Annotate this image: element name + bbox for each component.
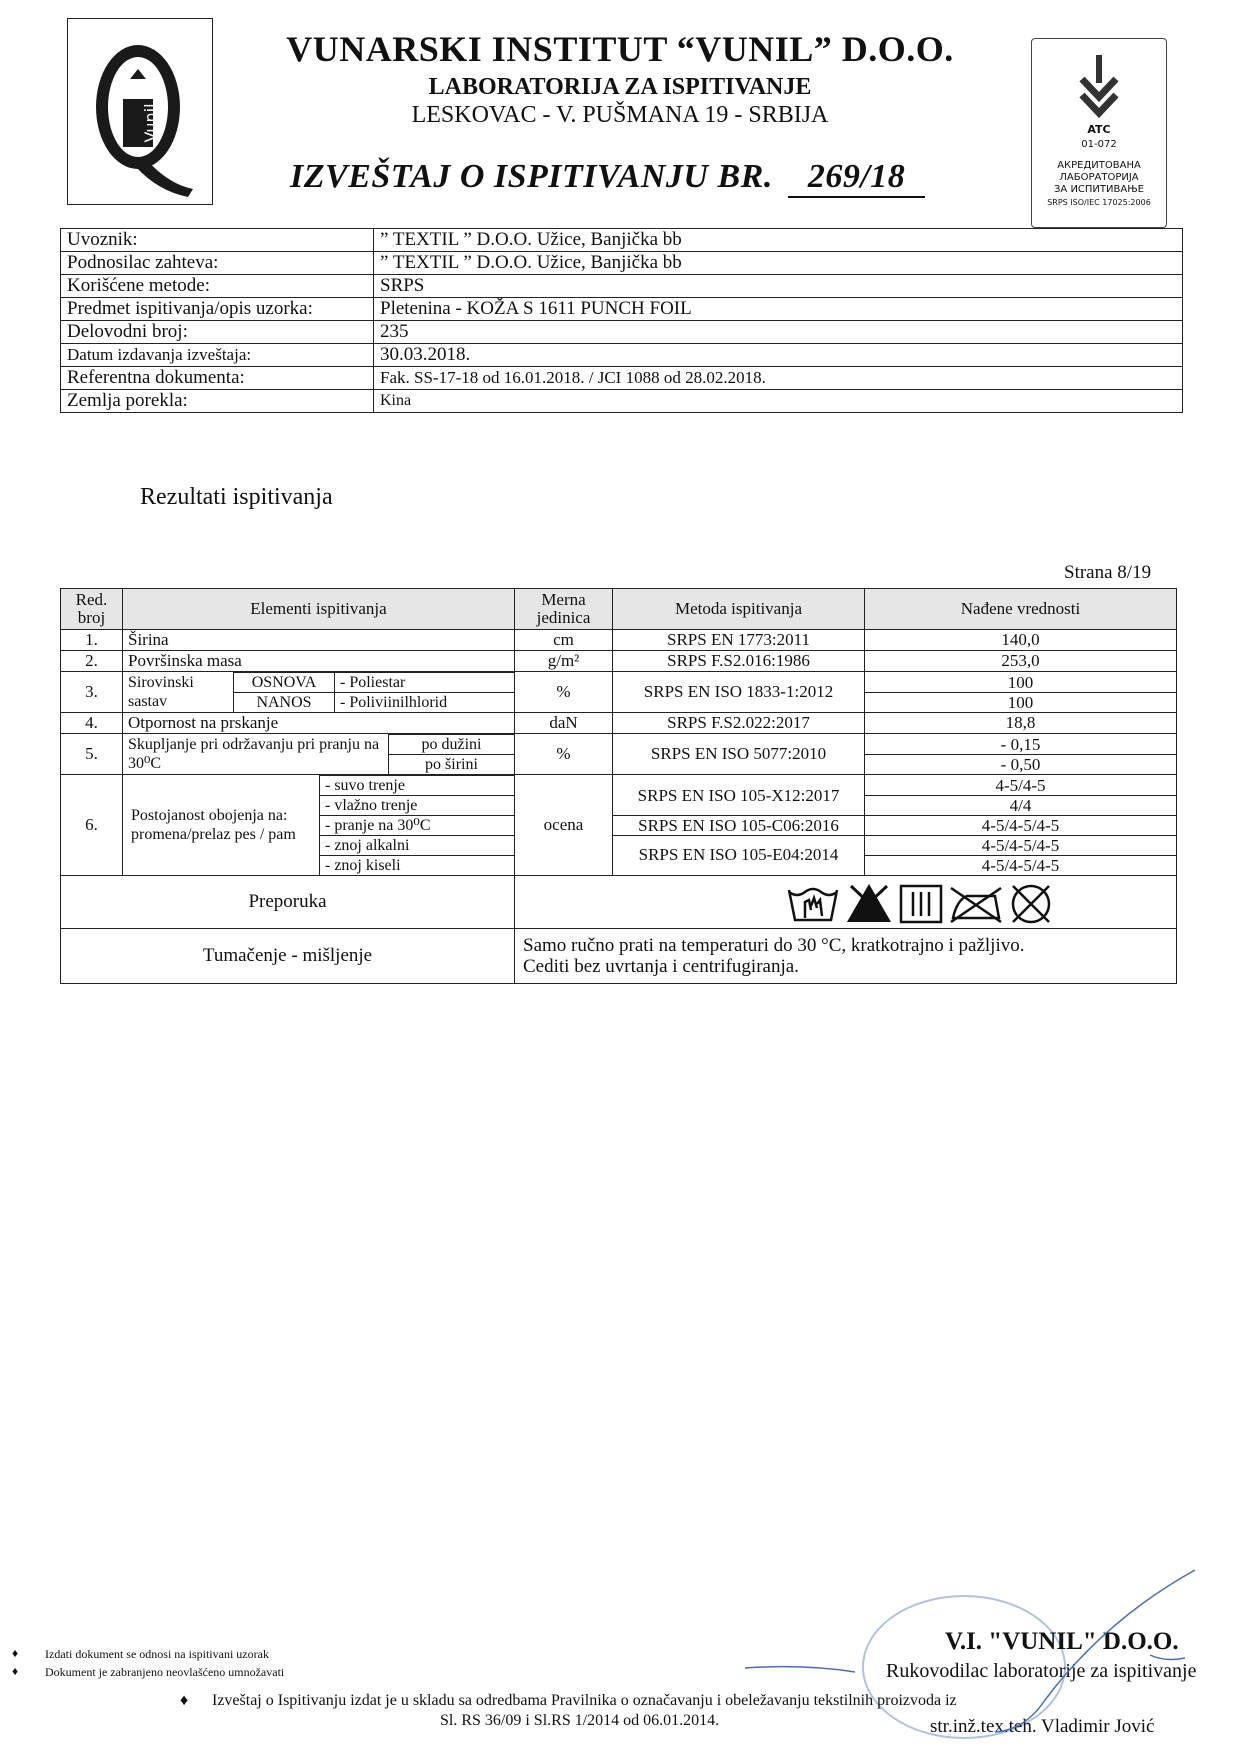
header-unit: Merna jedinica: [515, 589, 613, 630]
row-element: Širina: [123, 630, 515, 651]
row-no: 5.: [61, 734, 123, 775]
no-bleach-icon: [847, 884, 891, 922]
table-row: [61, 734, 1177, 775]
value-wash: 4-5/4-5/4-5: [865, 816, 1176, 836]
row-element: [123, 734, 515, 775]
row-no: 2.: [61, 651, 123, 672]
value-acid-sweat: 4-5/4-5/4-5: [981, 855, 1060, 875]
results-table: [60, 588, 1177, 984]
row-no: 4.: [61, 713, 123, 734]
composition-base: OSNOVA: [234, 673, 335, 693]
row-method: [613, 775, 865, 876]
row-unit: %: [515, 734, 613, 775]
accreditation-badge: [1031, 38, 1167, 228]
no-iron-icon: [951, 888, 1001, 922]
svg-text:Vunil: Vunil: [141, 103, 160, 143]
atc-label: ATC: [1087, 123, 1111, 136]
test-alkaline-sweat: - znoj alkalni: [320, 836, 515, 856]
info-label: Delovodni broj:: [61, 321, 374, 344]
row-unit: %: [515, 672, 613, 713]
info-label: Zemlja porekla:: [61, 390, 374, 413]
care-symbols-icon: [785, 880, 1085, 924]
info-row: [61, 275, 1183, 298]
footer-note-1: Izdati dokument se odnosi na ispitivani uzorak: [45, 1647, 269, 1661]
row-method: SRPS F.S2.016:1986: [613, 651, 865, 672]
method-sweat: SRPS EN ISO 105-E04:2014: [638, 844, 839, 864]
value-wet-rub: 4/4: [865, 796, 1176, 816]
info-row: [61, 252, 1183, 275]
institute-logo: [67, 18, 213, 205]
colorfastness-table: [123, 775, 514, 875]
info-label: Datum izdavanja izveštaja:: [61, 344, 374, 367]
section-title: Rezultati ispitivanja: [140, 484, 333, 510]
colorfastness-label: Postojanost obojenja na: promena/prelaz pes / pam: [123, 776, 320, 876]
opinion-row: [61, 929, 1177, 984]
info-row: [61, 367, 1183, 390]
institute-name: VUNARSKI INSTITUT “VUNIL” D.O.O.: [286, 29, 954, 69]
signature-company: V.I. "VUNIL" D.O.O.: [945, 1628, 1179, 1655]
opinion-line-2: Cediti bez uvrtanja i centrifugiranja.: [523, 956, 799, 977]
header-value: Nađene vrednosti: [865, 589, 1177, 630]
info-label: Referentna dokumenta:: [61, 367, 374, 390]
header-method: Metoda ispitivanja: [613, 589, 865, 630]
care-symbols: [515, 876, 1177, 929]
row-method: SRPS EN ISO 1833-1:2012: [613, 672, 865, 713]
q-logo-icon: [68, 19, 212, 204]
row-no: 3.: [61, 672, 123, 713]
row-value: [865, 775, 1177, 876]
table-row: [61, 630, 1177, 651]
method-rub: SRPS EN ISO 105-X12:2017: [613, 777, 864, 816]
shrinkage-label: Skupljanje pri održavanju pri pranju na 30⁰C: [123, 735, 389, 775]
row-value: 18,8: [865, 713, 1177, 734]
info-row: [61, 321, 1183, 344]
info-row: [61, 298, 1183, 321]
recommendation-label: Preporuka: [61, 876, 515, 929]
info-label: Predmet ispitivanja/opis uzorka:: [61, 298, 374, 321]
opinion-label: Tumačenje - mišljenje: [61, 929, 515, 984]
row-unit: daN: [515, 713, 613, 734]
header-element: Elementi ispitivanja: [123, 589, 515, 630]
value-length: - 0,15: [865, 735, 1176, 755]
info-label: Korišćene metode:: [61, 275, 374, 298]
info-value: Pletenina - KOŽA S 1611 PUNCH FOIL: [374, 298, 1183, 321]
table-row: [61, 651, 1177, 672]
row-value: [865, 672, 1177, 713]
row-element: Površinska masa: [123, 651, 515, 672]
row-unit: g/m²: [515, 651, 613, 672]
footer-note-3: Izveštaj o Ispitivanju izdat je u skladu sa odredbama Pravilnika o označavanju i obeležavanju tekstilnih proizvoda iz: [212, 1692, 957, 1709]
atc-number: 01-072: [1081, 139, 1117, 150]
report-title: [290, 158, 925, 198]
info-value: ” TEXTIL ” D.O.O. Užice, Banjička bb: [374, 252, 1183, 275]
lab-name: LABORATORIJA ZA ISPITIVANJE: [428, 74, 812, 100]
info-row: [61, 344, 1183, 367]
row-element: [123, 775, 515, 876]
value-width: - 0,50: [1000, 754, 1041, 774]
atc-logo-icon: [1076, 53, 1122, 119]
table-row: [61, 775, 1177, 876]
composition-table: [123, 672, 514, 712]
row-no: 6.: [61, 775, 123, 876]
row-method: SRPS EN 1773:2011: [613, 630, 865, 651]
info-value: SRPS: [374, 275, 1183, 298]
header-no: Red. broj: [61, 589, 123, 630]
bullet-icon: ♦: [180, 1692, 189, 1709]
test-wet-rub: - vlažno trenje: [320, 796, 515, 816]
hand-wash-icon: [789, 889, 837, 920]
shrinkage-length: po dužini: [389, 735, 515, 755]
atc-iso: SRPS ISO/IEC 17025:2006: [1047, 198, 1151, 207]
test-wash: - pranje na 30⁰C: [320, 816, 515, 836]
opinion-line-1: Samo ručno prati na temperaturi do 30 °C, kratkotrajno i pažljivo.: [523, 935, 1025, 956]
test-dry-rub: - suvo trenje: [320, 776, 515, 796]
value-base: 100: [865, 673, 1176, 693]
info-row: [61, 390, 1183, 413]
row-value: [865, 734, 1177, 775]
value-coating: 100: [1007, 692, 1034, 712]
shrinkage-table: [123, 734, 514, 774]
footer-note-4: Sl. RS 36/09 i Sl.RS 1/2014 od 06.01.2014.: [440, 1712, 720, 1729]
signature-name: str.inž.tex.teh. Vladimir Jović: [930, 1716, 1155, 1737]
row-value: 140,0: [865, 630, 1177, 651]
composition-label: Sirovinski sastav: [123, 673, 234, 713]
footer-note-2: Dokument je zabranjeno neovlašćeno umnožavati: [45, 1665, 285, 1679]
value-alkaline-sweat: 4-5/4-5/4-5: [865, 836, 1176, 856]
atc-line3: ЗА ИСПИТИВАЊЕ: [1054, 184, 1144, 195]
handwritten-signature: [745, 1560, 1205, 1740]
composition-coating-value: - Poliviinilhlorid: [335, 693, 515, 713]
method-wash: SRPS EN ISO 105-C06:2016: [613, 816, 864, 836]
bullet-icon: ♦: [12, 1646, 19, 1660]
info-label: Podnosilac zahteva:: [61, 252, 374, 275]
shrinkage-width: po širini: [389, 755, 515, 775]
row-value: 253,0: [865, 651, 1177, 672]
row-element: [123, 672, 515, 713]
no-dry-clean-icon: [1013, 886, 1049, 922]
info-label: Uvoznik:: [61, 229, 374, 252]
bullet-icon: ♦: [12, 1664, 19, 1678]
composition-base-value: - Poliestar: [335, 673, 515, 693]
row-no: 1.: [61, 630, 123, 651]
info-value: 30.03.2018.: [374, 344, 1183, 367]
row-element: Otpornost na prskanje: [123, 713, 515, 734]
opinion-text: [515, 929, 1177, 984]
atc-line1: АКРЕДИТОВАНА: [1057, 160, 1141, 171]
table-row: [61, 672, 1177, 713]
composition-coating: NANOS: [234, 693, 335, 713]
info-value: Kina: [374, 390, 1183, 413]
results-header: [61, 589, 1177, 630]
row-unit: cm: [515, 630, 613, 651]
recommendation-row: [61, 876, 1177, 929]
line-dry-icon: [901, 886, 941, 922]
info-table: [60, 228, 1183, 413]
report-prefix: IZVEŠTAJ O ISPITIVANJU BR.: [290, 158, 773, 195]
lab-address: LESKOVAC - V. PUŠMANA 19 - SRBIJA: [411, 102, 829, 128]
info-value: Fak. SS-17-18 od 16.01.2018. / JCI 1088 od 28.02.2018.: [374, 367, 1183, 390]
test-acid-sweat: - znoj kiseli: [320, 856, 515, 876]
info-row: [61, 229, 1183, 252]
info-value: ” TEXTIL ” D.O.O. Užice, Banjička bb: [374, 229, 1183, 252]
info-value: 235: [374, 321, 1183, 344]
row-method: SRPS EN ISO 5077:2010: [613, 734, 865, 775]
atc-line2: ЛАБОРАТОРИЈА: [1059, 172, 1139, 183]
table-row: [61, 713, 1177, 734]
signature-role: Rukovodilac laboratorije za ispitivanje: [886, 1660, 1197, 1682]
row-method: SRPS F.S2.022:2017: [613, 713, 865, 734]
row-unit: ocena: [515, 775, 613, 876]
page-number: Strana 8/19: [1064, 562, 1152, 583]
report-number: 269/18: [788, 158, 925, 198]
value-dry-rub: 4-5/4-5: [865, 776, 1176, 796]
